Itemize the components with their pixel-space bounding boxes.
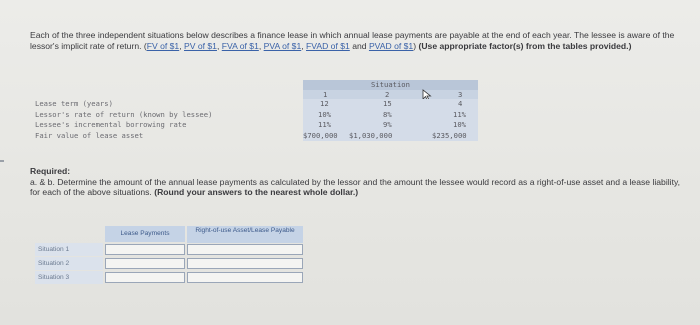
- situation-number: 3: [458, 90, 463, 99]
- table-row: [303, 131, 478, 142]
- cell-value: 10%: [318, 109, 331, 119]
- lease-payment-input[interactable]: [105, 244, 185, 255]
- cell-value: 15: [383, 99, 392, 108]
- margin-marker: [0, 160, 4, 162]
- table-row: [303, 120, 478, 131]
- lease-payment-input[interactable]: [105, 272, 185, 283]
- cell-value: $1,030,000: [349, 130, 393, 140]
- cell-value: 11%: [453, 109, 466, 119]
- row-label: Lease term (years): [35, 99, 113, 108]
- situation-label: Situation 1: [35, 243, 103, 256]
- required-section: [30, 166, 690, 198]
- row-label: Fair value of lease asset: [35, 130, 144, 140]
- cell-value: 9%: [383, 120, 392, 129]
- required-text: a. & b. Determine the amount of the annual lease payments as calculated by the lessor and the amount the lessee would record as a right-of-use asset and a lease liability, for each of the above situations.: [30, 176, 680, 198]
- answer-row: [35, 243, 303, 256]
- lease-payment-input[interactable]: [105, 258, 185, 269]
- cell-value: 11%: [318, 120, 331, 129]
- cell-value: 4: [458, 99, 463, 108]
- rou-asset-header: Right-of-use Asset/Lease Payable: [187, 226, 303, 243]
- situation-number: 1: [323, 90, 328, 99]
- situations-table: [35, 80, 480, 150]
- situation-number: 2: [385, 90, 390, 99]
- situation-label: Situation 3: [35, 271, 103, 284]
- cell-value: 10%: [453, 120, 466, 129]
- fv-link[interactable]: FV of $1: [146, 40, 180, 51]
- rou-asset-input[interactable]: [187, 258, 303, 269]
- row-label: Lessor's rate of return (known by lessee): [35, 109, 213, 119]
- cell-value: $700,000: [303, 130, 338, 140]
- row-values: [303, 99, 478, 141]
- situation-label: Situation 2: [35, 257, 103, 270]
- cell-value: 8%: [383, 109, 392, 119]
- lease-payments-header: Lease Payments: [105, 226, 185, 242]
- rou-asset-input[interactable]: [187, 244, 303, 255]
- cell-value: $235,000: [432, 130, 467, 140]
- fvad-link[interactable]: FVAD of $1: [306, 40, 350, 51]
- answer-table: [35, 226, 303, 292]
- fva-link[interactable]: FVA of $1: [221, 40, 259, 51]
- required-note: (Round your answers to the nearest whole dollar.): [151, 187, 359, 198]
- pv-link[interactable]: PV of $1: [184, 40, 217, 51]
- cell-value: 12: [320, 99, 329, 108]
- problem-intro: Each of the three independent situations below describes a finance lease in which annual lease payments are payable at the end of each year. The lessee is aware of the lessor's implicit rate of return. (FV of $1, PV of $1, FVA of $1, PVA of $1, FVAD of $1 and PVAD of $1) (Use appropriate factor(s) from the tables provided.): [30, 30, 675, 51]
- row-label: Lessee's incremental borrowing rate: [35, 120, 187, 129]
- answer-row: [35, 257, 303, 270]
- pva-link[interactable]: PVA of $1: [263, 40, 302, 51]
- required-heading: Required:: [30, 166, 71, 176]
- table-row: [303, 110, 478, 121]
- pvad-link[interactable]: PVAD of $1: [368, 40, 414, 51]
- intro-note: (Use appropriate factor(s) from the tables provided.): [416, 40, 632, 51]
- situation-header: Situation: [303, 80, 478, 90]
- answer-row: [35, 271, 303, 284]
- situation-numbers: [303, 90, 478, 99]
- row-labels: [35, 99, 303, 141]
- intro-text: Each of the three independent situations below describes a finance lease in which annual lease payments are payable at the end of each year. The lessee is aware of the lessor's implicit rate of return. (: [30, 30, 675, 51]
- table-row: [303, 99, 478, 110]
- rou-asset-input[interactable]: [187, 272, 303, 283]
